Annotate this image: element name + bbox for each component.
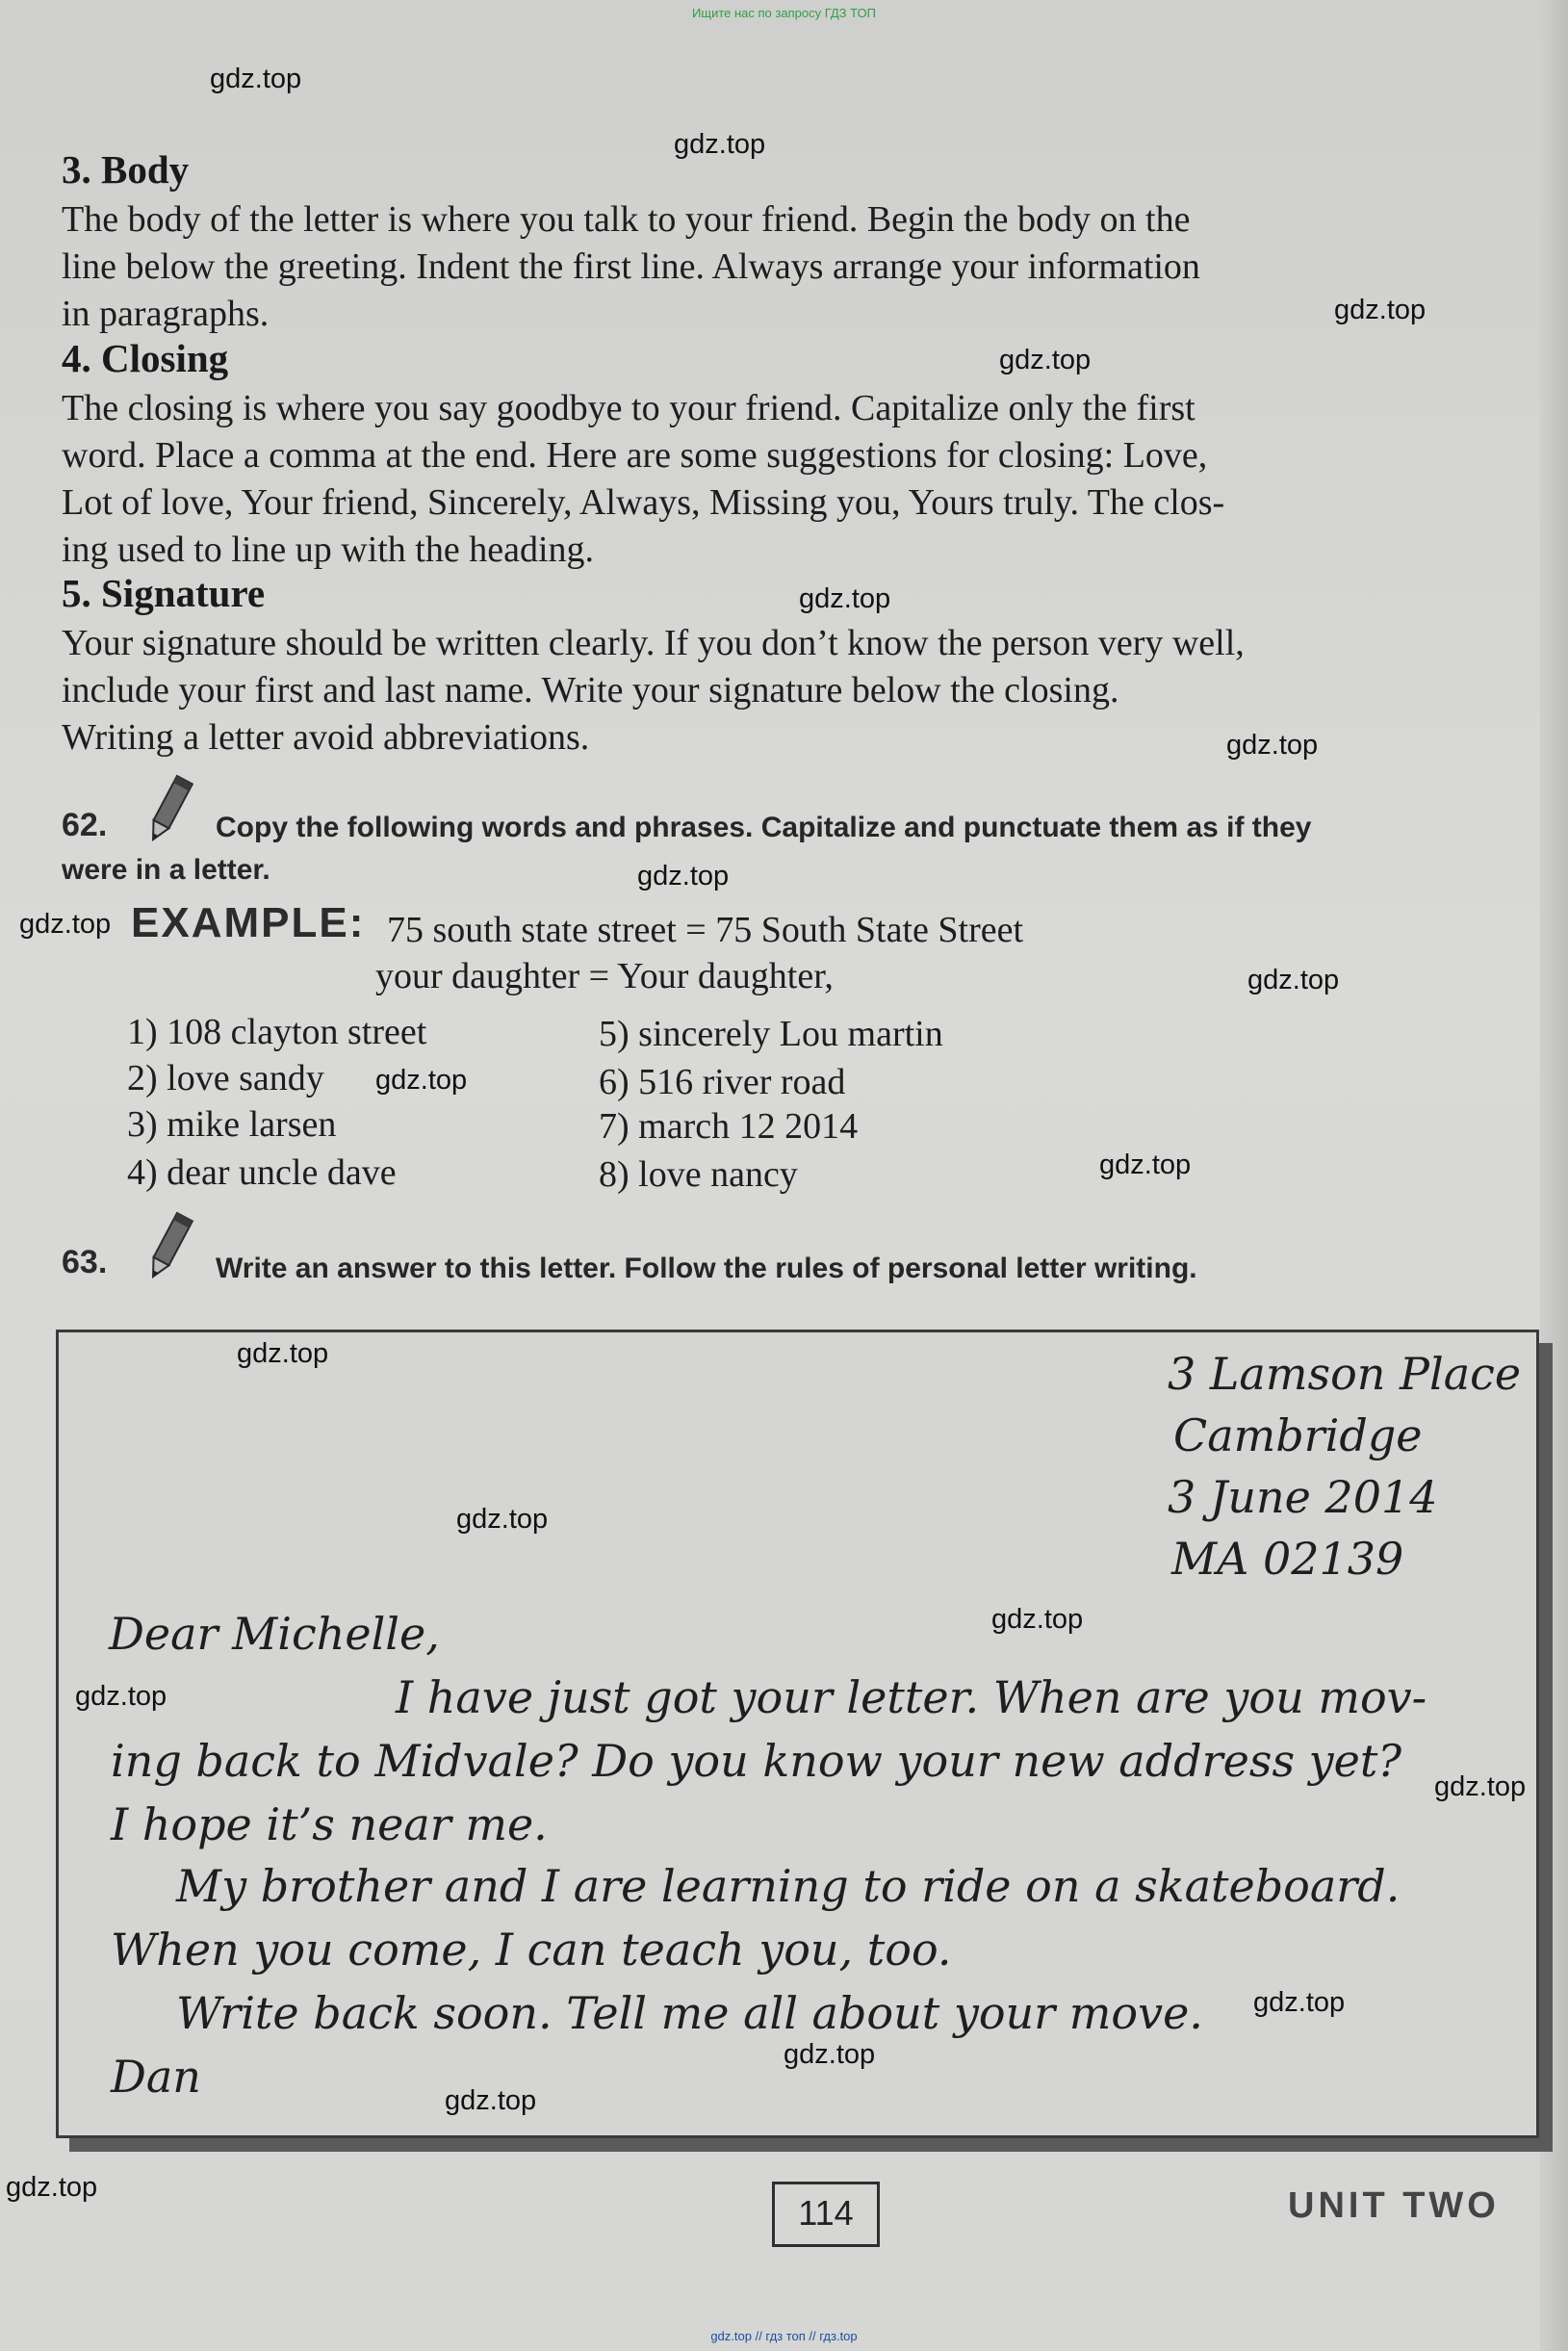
watermark: gdz.top (456, 1504, 549, 1535)
page-edge-shadow (1540, 0, 1568, 2351)
signature-line: Your signature should be written clearly. If you don’t know the person very well, (62, 623, 1245, 663)
body-line: The body of the letter is where you talk to your friend. Begin the body on the (62, 199, 1191, 240)
watermark: gdz.top (799, 583, 891, 614)
watermark: gdz.top (75, 1681, 167, 1712)
example-line: your daughter = Your daughter, (375, 956, 834, 996)
unit-label: UNIT TWO (1288, 2185, 1500, 2226)
exercise-item: 5) sincerely Lou martin (599, 1014, 943, 1054)
pencil-icon (142, 1209, 194, 1286)
letter-line: My brother and I are learning to ride on a skateboard. (176, 1860, 1401, 1912)
letter-date: 3 June 2014 (1168, 1471, 1438, 1523)
exercise-item: 7) march 12 2014 (599, 1106, 859, 1147)
example-line: 75 south state street = 75 South State Street (387, 910, 1024, 950)
letter-greeting: Dear Michelle, (109, 1608, 440, 1660)
closing-paragraph (62, 385, 1534, 574)
watermark: gdz.top (1434, 1771, 1527, 1802)
closing-line: Lot of love, Your friend, Sincerely, Always, Missing you, Yours truly. The clos- (62, 482, 1225, 523)
signature-line: include your first and last name. Write your signature below the closing. (62, 670, 1119, 710)
letter-line: I hope it’s near me. (111, 1798, 548, 1850)
exercise-item: 4) dear uncle dave (127, 1152, 397, 1193)
watermark: gdz.top (19, 909, 112, 940)
watermark: gdz.top (637, 861, 730, 891)
watermark: gdz.top (999, 345, 1092, 375)
exercise-item: 2) love sandy (127, 1058, 324, 1098)
body-line: line below the greeting. Indent the first line. Always arrange your information (62, 246, 1200, 287)
closing-heading: 4. Closing (62, 336, 229, 380)
exercise-62-instruction: Copy the following words and phrases. Capitalize and punctuate them as if they (216, 812, 1312, 843)
watermark: gdz.top (445, 2085, 537, 2116)
watermark: gdz.top (1247, 965, 1340, 995)
exercise-item: 8) love nancy (599, 1154, 798, 1195)
signature-line: Writing a letter avoid abbreviations. (62, 717, 590, 758)
bottom-banner[interactable]: gdz.top // гдз топ // гдз.top (710, 2329, 858, 2343)
closing-line: ing used to line up with the heading. (62, 530, 595, 570)
exercise-item: 1) 108 clayton street (127, 1012, 427, 1052)
letter-line: I have just got your letter. When are you mov- (396, 1671, 1427, 1723)
watermark: gdz.top (784, 2039, 876, 2070)
example-label: EXAMPLE: (131, 899, 366, 946)
letter-address-line: MA 02139 (1171, 1533, 1404, 1585)
letter-line: ing back to Midvale? Do you know your new address yet? (111, 1735, 1402, 1787)
letter-line: When you come, I can teach you, too. (111, 1924, 952, 1976)
watermark: gdz.top (6, 2172, 98, 2203)
watermark: gdz.top (210, 64, 302, 94)
watermark: gdz.top (1099, 1150, 1192, 1180)
signature-heading: 5. Signature (62, 571, 266, 615)
closing-line: The closing is where you say goodbye to your friend. Capitalize only the first (62, 388, 1195, 428)
letter-address-line: Cambridge (1173, 1409, 1423, 1461)
page-number: 114 (772, 2182, 880, 2247)
watermark: gdz.top (991, 1604, 1084, 1635)
exercise-63-number: 63. (62, 1244, 108, 1280)
watermark: gdz.top (1334, 295, 1427, 325)
exercise-item: 3) mike larsen (127, 1104, 337, 1145)
body-line: in paragraphs. (62, 294, 270, 334)
pencil-icon (142, 772, 194, 849)
exercise-item: 6) 516 river road (599, 1062, 846, 1102)
watermark: gdz.top (1226, 730, 1319, 761)
letter-signature: Dan (111, 2051, 201, 2103)
closing-line: word. Place a comma at the end. Here are some suggestions for closing: Love, (62, 435, 1208, 476)
letter-address-line: 3 Lamson Place (1168, 1348, 1522, 1400)
body-paragraph (62, 196, 1534, 338)
exercise-63-instruction: Write an answer to this letter. Follow the rules of personal letter writing. (216, 1253, 1197, 1284)
watermark: gdz.top (375, 1065, 468, 1096)
exercise-62-number: 62. (62, 807, 108, 843)
watermark: gdz.top (674, 129, 766, 160)
top-banner[interactable]: Ищите нас по запросу ГДЗ ТОП (692, 6, 876, 20)
watermark: gdz.top (237, 1338, 329, 1369)
watermark: gdz.top (1253, 1987, 1346, 2018)
body-heading: 3. Body (62, 147, 190, 192)
letter-line: Write back soon. Tell me all about your move. (176, 1987, 1203, 2039)
exercise-62-instruction-cont: were in a letter. (62, 854, 270, 886)
